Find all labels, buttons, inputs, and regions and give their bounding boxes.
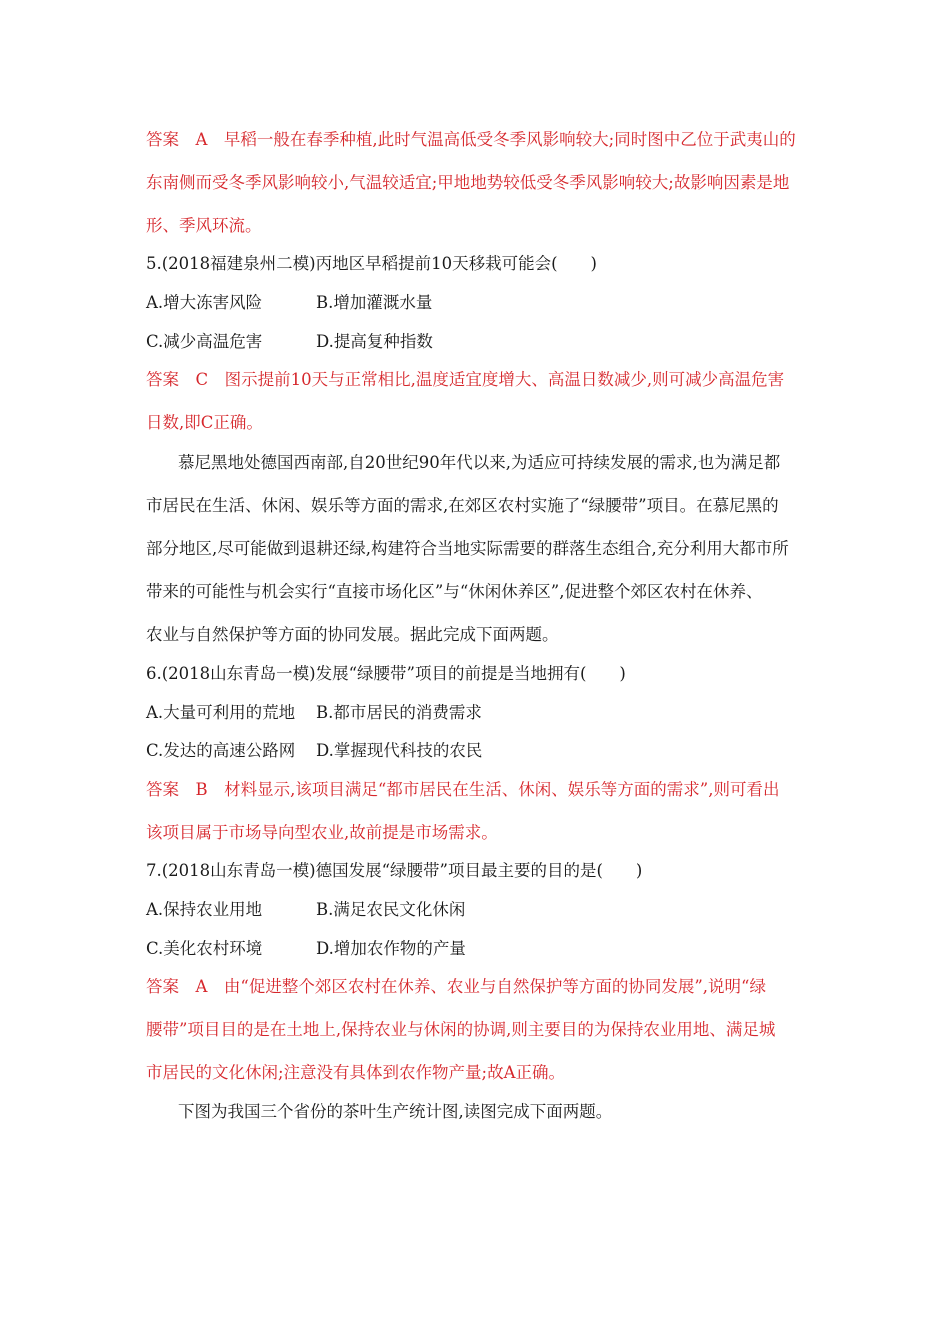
question-7-option-d: D.增加农作物的产量 — [316, 939, 466, 958]
question-5-options-row-1 — [146, 292, 433, 314]
question-7-stem: 7.(2018山东青岛一模)德国发展“绿腰带”项目最主要的目的是( ) — [146, 861, 643, 880]
answer-7-line-3: 市居民的文化休闲;注意没有具体到农作物产量;故A正确。 — [146, 1063, 566, 1082]
question-7-option-a: A.保持农业用地 — [146, 900, 263, 919]
answer-6-line-1: 答案 B 材料显示,该项目满足“都市居民在生活、休闲、娱乐等方面的需求”,则可看出 — [146, 780, 780, 799]
answer-7-line-2: 腰带”项目目的是在土地上,保持农业与休闲的协调,则主要目的为保持农业用地、满足城 — [146, 1020, 776, 1039]
answer-6-line-2: 该项目属于市场导向型农业,故前提是市场需求。 — [146, 823, 498, 842]
answer-5-line-2: 日数,即C正确。 — [146, 413, 263, 432]
question-6-options-row-2 — [146, 740, 483, 762]
question-6-option-a: A.大量可利用的荒地 — [146, 703, 296, 722]
passage-line-4: 带来的可能性与机会实行“直接市场化区”与“休闲休养区”,促进整个郊区农村在休养、 — [146, 582, 763, 601]
question-6-options-row-1 — [146, 702, 482, 724]
question-5-stem: 5.(2018福建泉州二模)丙地区早稻提前10天移栽可能会( ) — [146, 254, 597, 273]
passage-line-2: 市居民在生活、休闲、娱乐等方面的需求,在郊区农村实施了“绿腰带”项目。在慕尼黑的 — [146, 496, 779, 515]
answer-7-line-1: 答案 A 由“促进整个郊区农村在休养、农业与自然保护等方面的协同发展”,说明“绿 — [146, 977, 766, 996]
question-5-options-row-2 — [146, 331, 433, 353]
answer-4-line-1: 答案 A 早稻一般在春季种植,此时气温高低受冬季风影响较大;同时图中乙位于武夷山的 — [146, 130, 796, 149]
question-6-stem: 6.(2018山东青岛一模)发展“绿腰带”项目的前提是当地拥有( ) — [146, 664, 626, 683]
question-5-option-d: D.提高复种指数 — [316, 332, 433, 351]
answer-5-line-1: 答案 C 图示提前10天与正常相比,温度适宜度增大、高温日数减少,则可减少高温危害 — [146, 370, 785, 389]
question-7-options-row-1 — [146, 899, 466, 921]
question-7-option-b: B.满足农民文化休闲 — [316, 900, 466, 919]
question-5-option-a: A.增大冻害风险 — [146, 293, 263, 312]
question-5-option-c: C.减少高温危害 — [146, 332, 263, 351]
question-6-option-b: B.都市居民的消费需求 — [316, 703, 482, 722]
question-6-option-c: C.发达的高速公路网 — [146, 741, 296, 760]
answer-4-line-3: 形、季风环流。 — [146, 216, 262, 235]
passage-line-5: 农业与自然保护等方面的协同发展。据此完成下面两题。 — [146, 625, 559, 644]
passage-line-1: 慕尼黑地处德国西南部,自20世纪90年代以来,为适应可持续发展的需求,也为满足都 — [178, 453, 781, 472]
next-questions-intro: 下图为我国三个省份的茶叶生产统计图,读图完成下面两题。 — [178, 1102, 613, 1121]
question-5-option-b: B.增加灌溉水量 — [316, 293, 433, 312]
passage-line-3: 部分地区,尽可能做到退耕还绿,构建符合当地实际需要的群落生态组合,充分利用大都市所 — [146, 539, 789, 558]
answer-4-line-2: 东南侧而受冬季风影响较小,气温较适宜;甲地地势较低受冬季风影响较大;故影响因素是地 — [146, 173, 790, 192]
question-7-option-c: C.美化农村环境 — [146, 939, 263, 958]
question-6-option-d: D.掌握现代科技的农民 — [316, 741, 483, 760]
question-7-options-row-2 — [146, 938, 466, 960]
